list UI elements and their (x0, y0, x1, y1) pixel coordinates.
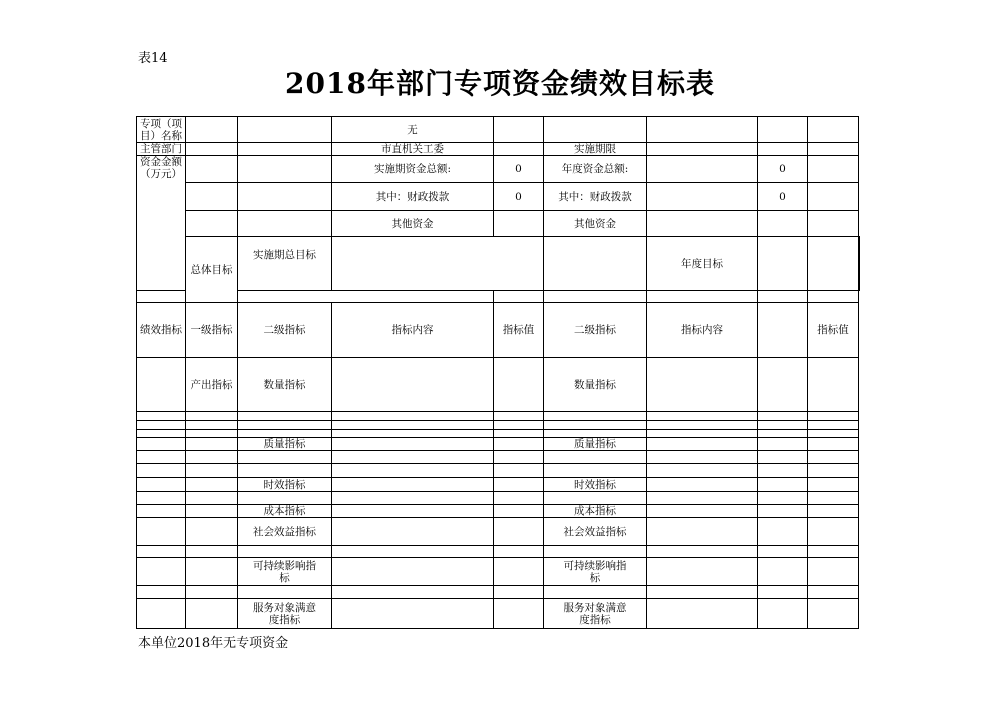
cost-indicator: 成本指标 (238, 505, 332, 518)
table-row (137, 464, 860, 478)
total-funds-label: 实施期资金总额: (332, 156, 494, 183)
table-row (137, 183, 860, 211)
table-row (137, 117, 860, 143)
annual-funds-value: 0 (758, 156, 808, 183)
table-row (137, 558, 860, 586)
cost-indicator-annual: 成本指标 (544, 505, 647, 518)
level2-header-annual: 二级指标 (544, 303, 647, 358)
project-name-value: 无 (332, 117, 494, 143)
page-title: 2018年部门专项资金绩效目标表 (285, 67, 715, 100)
social-indicator-annual: 社会效益指标 (544, 518, 647, 546)
table-row (137, 430, 860, 438)
content-header: 指标内容 (332, 303, 494, 358)
table-row (137, 438, 860, 451)
content-header-annual: 指标内容 (647, 303, 758, 358)
sustainable-indicator-annual: 可持续影响指标 (544, 558, 647, 586)
level2-header: 二级指标 (238, 303, 332, 358)
fiscal-label-annual: 其中：财政拨款 (544, 183, 647, 211)
table-row (137, 143, 860, 156)
table-row (137, 505, 860, 518)
total-funds-value: 0 (494, 156, 544, 183)
performance-target-table (136, 116, 860, 629)
project-name-label: 专项（项目）名称 (137, 117, 186, 143)
sustainable-indicator: 可持续影响指标 (238, 558, 332, 586)
value-header-annual: 指标值 (808, 303, 859, 358)
table-row (137, 291, 860, 303)
period-label: 实施期限 (544, 143, 647, 156)
table-row (137, 412, 860, 421)
table-number: 表14 (138, 51, 168, 66)
table-row (137, 211, 860, 237)
satisfaction-indicator-annual: 服务对象满意度指标 (544, 599, 647, 629)
table-row (137, 518, 860, 546)
table-row (137, 237, 860, 291)
table-row (137, 421, 860, 430)
timeliness-indicator: 时效指标 (238, 478, 332, 492)
table-row (137, 451, 860, 464)
other-funds-label: 其他资金 (332, 211, 494, 237)
table-row (137, 599, 860, 629)
dept-value: 市直机关工委 (332, 143, 494, 156)
dept-label: 主管部门 (137, 143, 186, 156)
table-row (137, 156, 860, 183)
footer-note: 本单位2018年无专项资金 (138, 636, 289, 651)
table-row (137, 492, 860, 505)
table-row (137, 586, 860, 599)
level1-header: 一级指标 (186, 303, 238, 358)
other-funds-label-annual: 其他资金 (544, 211, 647, 237)
table-row (137, 478, 860, 492)
table-row (137, 358, 860, 412)
satisfaction-indicator: 服务对象满意度指标 (238, 599, 332, 629)
annual-funds-label: 年度资金总额: (544, 156, 647, 183)
fiscal-label: 其中：财政拨款 (332, 183, 494, 211)
output-indicator-label: 产出指标 (186, 358, 238, 412)
quantity-indicator-annual: 数量指标 (544, 358, 647, 412)
quantity-indicator: 数量指标 (238, 358, 332, 412)
fiscal-value: 0 (494, 183, 544, 211)
fiscal-value-annual: 0 (758, 183, 808, 211)
quality-indicator-annual: 质量指标 (544, 438, 647, 451)
quality-indicator: 质量指标 (238, 438, 332, 451)
annual-goal-label: 年度目标 (647, 237, 758, 291)
overall-goal-label: 总体目标 (186, 237, 238, 303)
value-header: 指标值 (494, 303, 544, 358)
funds-label: 资金金额（万元） (137, 156, 186, 291)
social-indicator: 社会效益指标 (238, 518, 332, 546)
table-row (137, 303, 860, 358)
table-row (137, 546, 860, 558)
period-goal-label: 实施期总目标 (238, 237, 332, 291)
indicator-side-label: 绩效指标 (137, 303, 186, 358)
timeliness-indicator-annual: 时效指标 (544, 478, 647, 492)
